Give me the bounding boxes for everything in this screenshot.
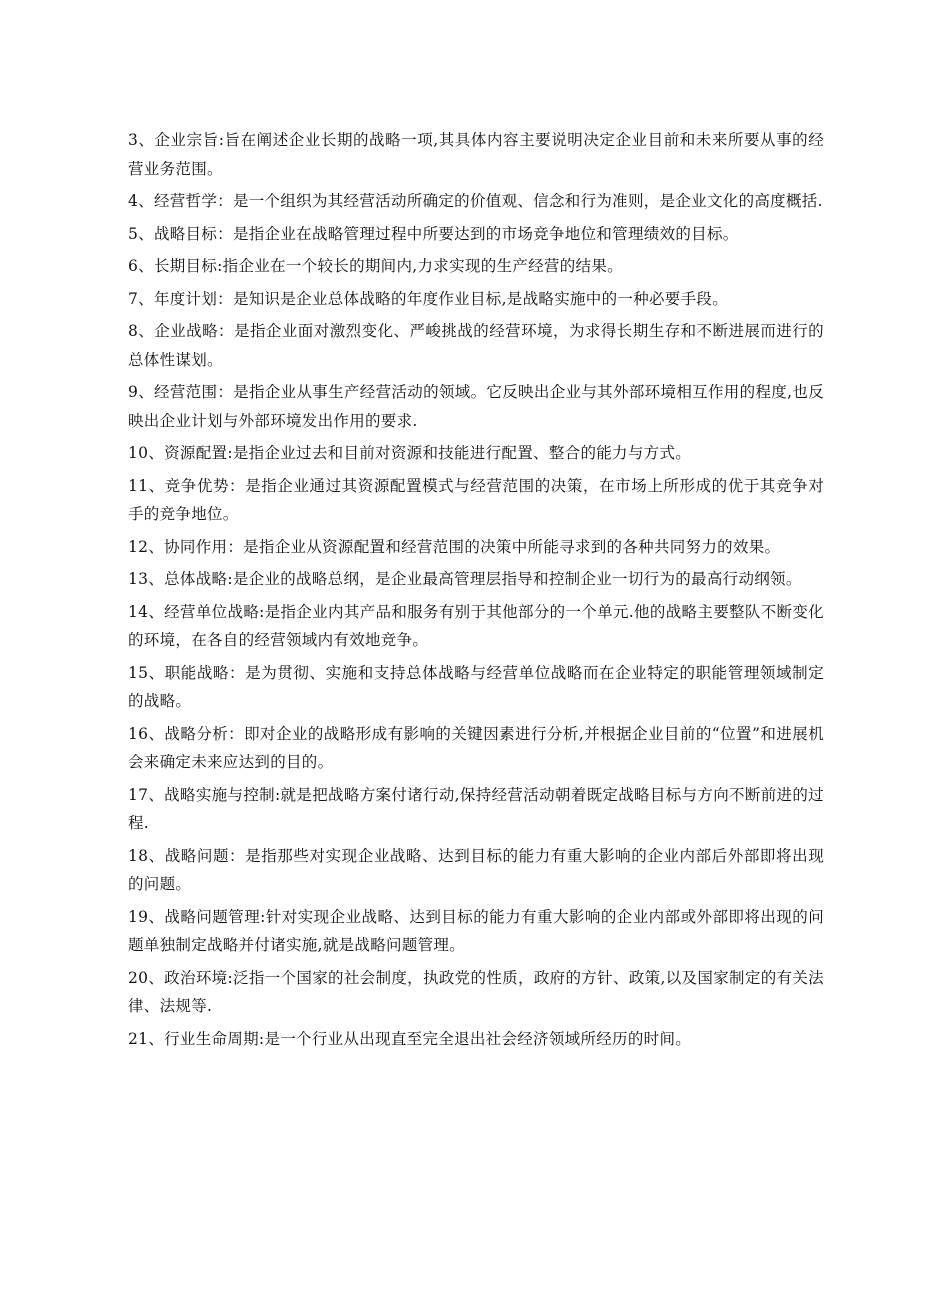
definition-item: 20、政治环境:泛指一个国家的社会制度，执政党的性质，政府的方针、政策,以及国家制定的有关法律、法规等. bbox=[128, 968, 824, 1015]
definition-item: 9、经营范围：是指企业从事生产经营活动的领域。它反映出企业与其外部环境相互作用的程度,也反映出企业计划与外部环境发出作用的要求. bbox=[128, 383, 824, 430]
definition-item: 5、战略目标：是指企业在战略管理过程中所要达到的市场竞争地位和管理绩效的目标。 bbox=[128, 224, 739, 243]
definition-item: 7、年度计划：是知识是企业总体战略的年度作业目标,是战略实施中的一种必要手段。 bbox=[128, 289, 728, 308]
definition-item: 8、企业战略：是指企业面对激烈变化、严峻挑战的经营环境，为求得长期生存和不断进展而进行的总体性谋划。 bbox=[128, 322, 824, 369]
definition-list bbox=[128, 126, 824, 1053]
definition-item: 16、战略分析：即对企业的战略形成有影响的关键因素进行分析,并根据企业目前的“位置”和进展机会来确定未来应达到的目的。 bbox=[128, 724, 824, 771]
definition-item: 3、企业宗旨:旨在阐述企业长期的战略一项,其具体内容主要说明决定企业目前和未来所要从事的经营业务范围。 bbox=[128, 131, 824, 178]
definition-item: 19、战略问题管理:针对实现企业战略、达到目标的能力有重大影响的企业内部或外部即将出现的问题单独制定战略并付诸实施,就是战略问题管理。 bbox=[128, 907, 824, 954]
definition-item: 21、行业生命周期:是一个行业从出现直至完全退出社会经济领域所经历的时间。 bbox=[128, 1029, 692, 1048]
definition-item: 14、经营单位战略:是指企业内其产品和服务有别于其他部分的一个单元.他的战略主要整队不断变化的环境，在各自的经营领域内有效地竞争。 bbox=[128, 602, 824, 649]
definition-item: 11、竞争优势：是指企业通过其资源配置模式与经营范围的决策，在市场上所形成的优于其竞争对手的竞争地位。 bbox=[128, 476, 824, 523]
definition-item: 15、职能战略：是为贯彻、实施和支持总体战略与经营单位战略而在企业特定的职能管理领域制定的战略。 bbox=[128, 663, 824, 710]
definition-item: 6、长期目标:指企业在一个较长的期间内,力求实现的生产经营的结果。 bbox=[128, 257, 623, 275]
definition-item: 10、资源配置:是指企业过去和目前对资源和技能进行配置、整合的能力与方式。 bbox=[128, 444, 692, 462]
definition-item: 17、战略实施与控制:就是把战略方案付诸行动,保持经营活动朝着既定战略目标与方向不断前进的过程. bbox=[128, 785, 824, 832]
definition-item: 4、经营哲学：是一个组织为其经营活动所确定的价值观、信念和行为准则，是企业文化的高度概括. bbox=[128, 192, 823, 210]
definition-item: 18、战略问题：是指那些对实现企业战略、达到目标的能力有重大影响的企业内部后外部即将出现的问题。 bbox=[128, 846, 824, 893]
definition-item: 13、总体战略:是企业的战略总纲，是企业最高管理层指导和控制企业一切行为的最高行动纲领。 bbox=[128, 570, 802, 588]
definition-item: 12、协同作用：是指企业从资源配置和经营范围的决策中所能寻求到的各种共同努力的效果。 bbox=[128, 537, 781, 556]
